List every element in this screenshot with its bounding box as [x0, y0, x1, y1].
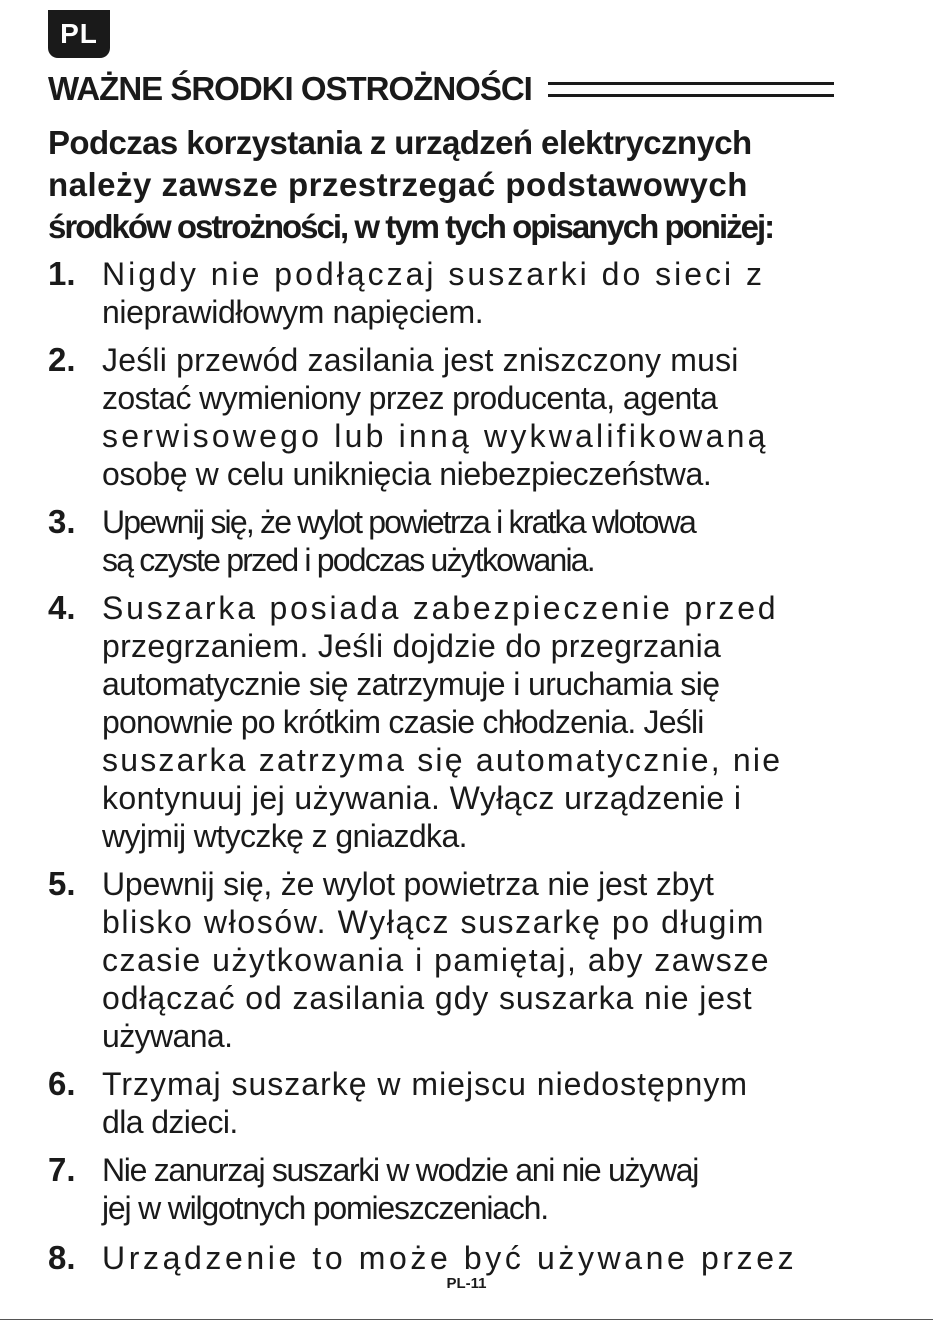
- item-text-line: zostać wymieniony przez producenta, agenta: [102, 380, 718, 416]
- language-badge: PL: [48, 10, 110, 58]
- heading-row: [48, 64, 834, 114]
- item-text-line: Suszarka posiada zabezpieczenie przed: [102, 590, 779, 626]
- item-text: [102, 1065, 834, 1141]
- item-text-line: jej w wilgotnych pomieszczeniach.: [102, 1190, 548, 1226]
- list-item: [48, 255, 834, 331]
- item-text-line: czasie użytkowania i pamiętaj, aby zawsze: [102, 942, 770, 978]
- intro-line: środków ostrożności, w tym tych opisanych poniżej:: [48, 208, 774, 245]
- intro-line: należy zawsze przestrzegać podstawowych: [48, 166, 748, 203]
- list-item: [48, 341, 834, 493]
- safety-list: [48, 255, 834, 1277]
- item-text: [102, 589, 834, 855]
- item-number: 1.: [48, 255, 76, 292]
- item-text-line: przegrzaniem. Jeśli dojdzie do przegrzania: [102, 628, 722, 664]
- item-text: [102, 503, 834, 579]
- item-text-line: serwisowego lub inną wykwalifikowaną: [102, 418, 769, 454]
- item-text-line: kontynuuj jej używania. Wyłącz urządzenie i: [102, 780, 742, 816]
- item-text-line: ponownie po krótkim czasie chłodzenia. Jeśli: [102, 704, 704, 740]
- item-text: [102, 865, 834, 1055]
- list-item: [48, 1239, 834, 1277]
- intro-line: Podczas korzystania z urządzeń elektrycznych: [48, 124, 752, 161]
- list-item: [48, 503, 834, 579]
- list-item: [48, 865, 834, 1055]
- item-text-line: dla dzieci.: [102, 1104, 238, 1140]
- item-text: [102, 1151, 834, 1227]
- item-text-line: odłączać od zasilania gdy suszarka nie jest: [102, 980, 753, 1016]
- list-item: [48, 589, 834, 855]
- item-text-line: Trzymaj suszarkę w miejscu niedostępnym: [102, 1066, 748, 1102]
- section-heading: WAŻNE ŚRODKI OSTROŻNOŚCI: [48, 70, 532, 107]
- item-text: [102, 1239, 834, 1277]
- list-item: [48, 1151, 834, 1227]
- item-text-line: wyjmij wtyczkę z gniazdka.: [102, 818, 467, 854]
- item-number: 2.: [48, 341, 76, 378]
- item-text-line: Nie zanurzaj suszarki w wodzie ani nie używaj: [102, 1152, 699, 1188]
- item-text: [102, 341, 834, 493]
- item-text-line: blisko włosów. Wyłącz suszarkę po długim: [102, 904, 766, 940]
- item-text-line: nieprawidłowym napięciem.: [102, 294, 484, 330]
- item-number: 7.: [48, 1151, 76, 1188]
- list-item: [48, 1065, 834, 1141]
- item-text-line: automatycznie się zatrzymuje i uruchamia się: [102, 666, 720, 702]
- item-text-line: Upewnij się, że wylot powietrza i kratka wlotowa: [102, 504, 695, 540]
- bottom-rule: [0, 1319, 933, 1320]
- heading-double-rule: [548, 82, 834, 97]
- page-number: PL-11: [446, 1275, 487, 1292]
- item-number: 6.: [48, 1065, 76, 1102]
- item-number: 5.: [48, 865, 76, 902]
- item-number: 8.: [48, 1239, 76, 1276]
- item-text-line: Urządzenie to może być używane przez: [102, 1240, 798, 1276]
- item-text-line: Jeśli przewód zasilania jest zniszczony musi: [102, 342, 739, 378]
- item-text-line: Upewnij się, że wylot powietrza nie jest zbyt: [102, 866, 714, 902]
- item-text-line: Nigdy nie podłączaj suszarki do sieci z: [102, 256, 766, 292]
- item-text-line: suszarka zatrzyma się automatycznie, nie: [102, 742, 783, 778]
- intro-paragraph: [48, 122, 834, 248]
- item-text: [102, 255, 834, 331]
- item-number: 3.: [48, 503, 76, 540]
- item-text-line: osobę w celu uniknięcia niebezpieczeństwa.: [102, 456, 712, 492]
- item-text-line: są czyste przed i podczas użytkowania.: [102, 542, 594, 578]
- item-text-line: używana.: [102, 1018, 233, 1054]
- item-number: 4.: [48, 589, 76, 626]
